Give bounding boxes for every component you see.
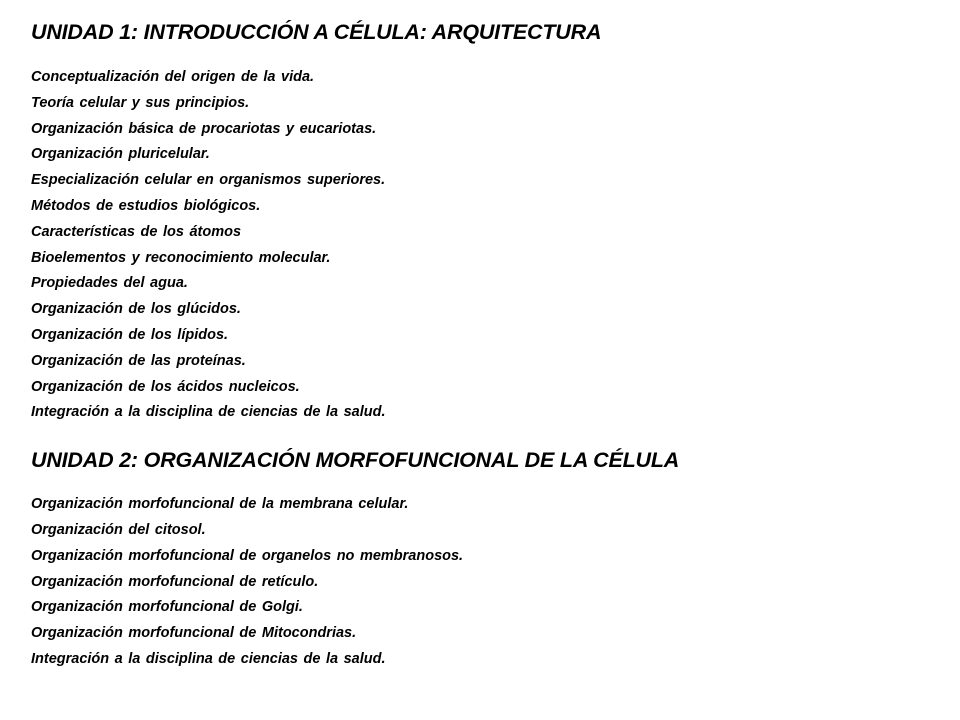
unit-1-topic: Integración a la disciplina de ciencias de la salud. xyxy=(31,404,386,421)
unit-1-title: UNIDAD 1: INTRODUCCIÓN A CÉLULA: ARQUITECTURA xyxy=(31,20,602,44)
unit-1-topic: Organización de los ácidos nucleicos. xyxy=(31,378,300,395)
unit-1-topic: Métodos de estudios biológicos. xyxy=(31,197,261,214)
unit-2-topic: Organización morfofuncional de Mitocondrias. xyxy=(31,625,357,642)
unit-1-topic: Organización de los glúcidos. xyxy=(31,301,241,318)
unit-2-topic: Integración a la disciplina de ciencias de la salud. xyxy=(31,650,386,667)
unit-2-topic: Organización morfofuncional de Golgi. xyxy=(31,599,303,616)
unit-1-topic: Conceptualización del origen de la vida. xyxy=(31,69,315,85)
unit-2-topic: Organización morfofuncional de organelos no membranosos. xyxy=(31,547,464,564)
unit-1-topic: Características de los átomos xyxy=(31,223,242,240)
slide-content xyxy=(31,18,931,673)
unit-2-topic: Organización morfofuncional de retículo. xyxy=(31,573,319,590)
unit-1-topic: Especialización celular en organismos superiores. xyxy=(31,172,386,189)
unit-1-topic: Organización pluricelular. xyxy=(31,146,210,163)
unit-1-topic: Organización básica de procariotas y eucariotas. xyxy=(31,120,377,137)
unit-2-topic: Organización del citosol. xyxy=(31,521,206,538)
unit-1-topic: Propiedades del agua. xyxy=(31,275,188,292)
unit-1-topic: Organización de los lípidos. xyxy=(31,326,229,343)
unit-1-topic-list xyxy=(31,65,931,426)
unit-2-topic-list xyxy=(31,492,931,673)
unit-1-topic: Organización de las proteínas. xyxy=(31,352,246,369)
unit-1-topic: Bioelementos y reconocimiento molecular. xyxy=(31,249,331,266)
unit-1-topic: Teoría celular y sus principios. xyxy=(31,94,250,111)
unit-2-title: UNIDAD 2: ORGANIZACIÓN MORFOFUNCIONAL DE LA CÉLULA xyxy=(31,448,680,473)
unit-2-topic: Organización morfofuncional de la membrana celular. xyxy=(31,496,409,513)
